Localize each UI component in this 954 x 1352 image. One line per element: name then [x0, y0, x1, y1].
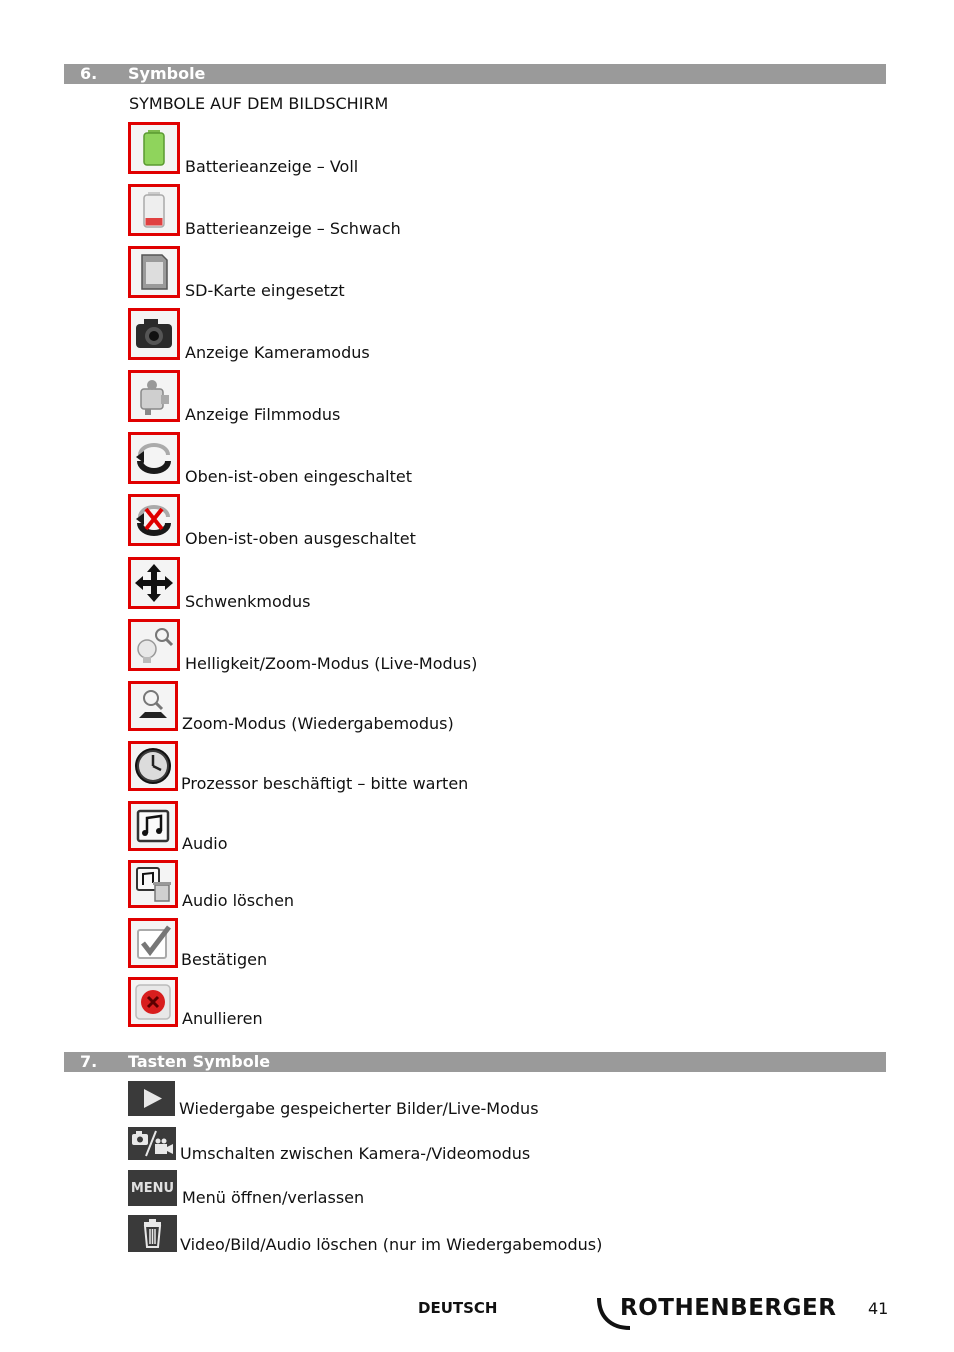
section-subheading: SYMBOLE AUF DEM BILDSCHIRM: [129, 94, 389, 113]
symbol-label: SD-Karte eingesetzt: [185, 281, 345, 300]
cancel-icon: [128, 977, 178, 1027]
symbol-label: Anzeige Filmmodus: [185, 405, 341, 424]
brand-name: ROTHENBERGER: [620, 1295, 837, 1321]
symbol-label: Zoom-Modus (Wiedergabemodus): [182, 714, 454, 733]
rotate-off-icon: [128, 494, 180, 546]
pan-arrows-icon: [128, 557, 180, 609]
symbol-label: Batterieanzeige – Schwach: [185, 219, 401, 238]
checkmark-icon: [128, 918, 178, 968]
video-camera-icon: [128, 370, 180, 422]
sd-card-icon: [128, 246, 180, 298]
menu-icon-text: MENU: [130, 1180, 175, 1196]
symbol-label: Anullieren: [182, 1009, 263, 1028]
camera-icon: [128, 308, 180, 360]
symbol-label: Bestätigen: [181, 950, 268, 969]
camera-video-switch-icon: [128, 1127, 176, 1160]
brand-logo: [596, 1294, 836, 1332]
key-symbol-label: Menü öffnen/verlassen: [182, 1188, 365, 1207]
key-symbol-label: Wiedergabe gespeicherter Bilder/Live-Modus: [179, 1099, 539, 1118]
section-number: 6.: [80, 64, 98, 83]
zoom-playback-icon: [128, 681, 178, 731]
play-icon: [128, 1081, 175, 1116]
brightness-zoom-icon: [128, 619, 180, 671]
battery-full-icon: [128, 122, 180, 174]
symbol-label: Oben-ist-oben eingeschaltet: [185, 467, 412, 486]
audio-delete-icon: [128, 860, 178, 908]
symbol-label: Helligkeit/Zoom-Modus (Live-Modus): [185, 654, 478, 673]
audio-icon: [128, 801, 178, 851]
symbol-label: Schwenkmodus: [185, 592, 311, 611]
page-number: 41: [868, 1299, 889, 1318]
battery-low-icon: [128, 184, 180, 236]
trash-icon: [128, 1215, 177, 1252]
menu-icon: [128, 1170, 177, 1206]
section-title: Tasten Symbole: [128, 1052, 271, 1071]
key-symbol-label: Video/Bild/Audio löschen (nur im Wiedergabemodus): [180, 1235, 603, 1254]
section-number: 7.: [80, 1052, 98, 1071]
section-title: Symbole: [128, 64, 206, 83]
symbol-label: Batterieanzeige – Voll: [185, 157, 359, 176]
symbol-label: Oben-ist-oben ausgeschaltet: [185, 529, 416, 548]
key-symbol-label: Umschalten zwischen Kamera-/Videomodus: [180, 1144, 531, 1163]
footer-language: DEUTSCH: [418, 1299, 498, 1317]
clock-icon: [128, 741, 178, 791]
symbol-label: Audio: [182, 834, 228, 853]
rotate-icon: [128, 432, 180, 484]
symbol-label: Audio löschen: [182, 891, 295, 910]
symbol-label: Anzeige Kameramodus: [185, 343, 370, 362]
section-7-header: [64, 1052, 886, 1072]
section-6-header: [64, 64, 886, 84]
symbol-label: Prozessor beschäftigt – bitte warten: [181, 774, 469, 793]
